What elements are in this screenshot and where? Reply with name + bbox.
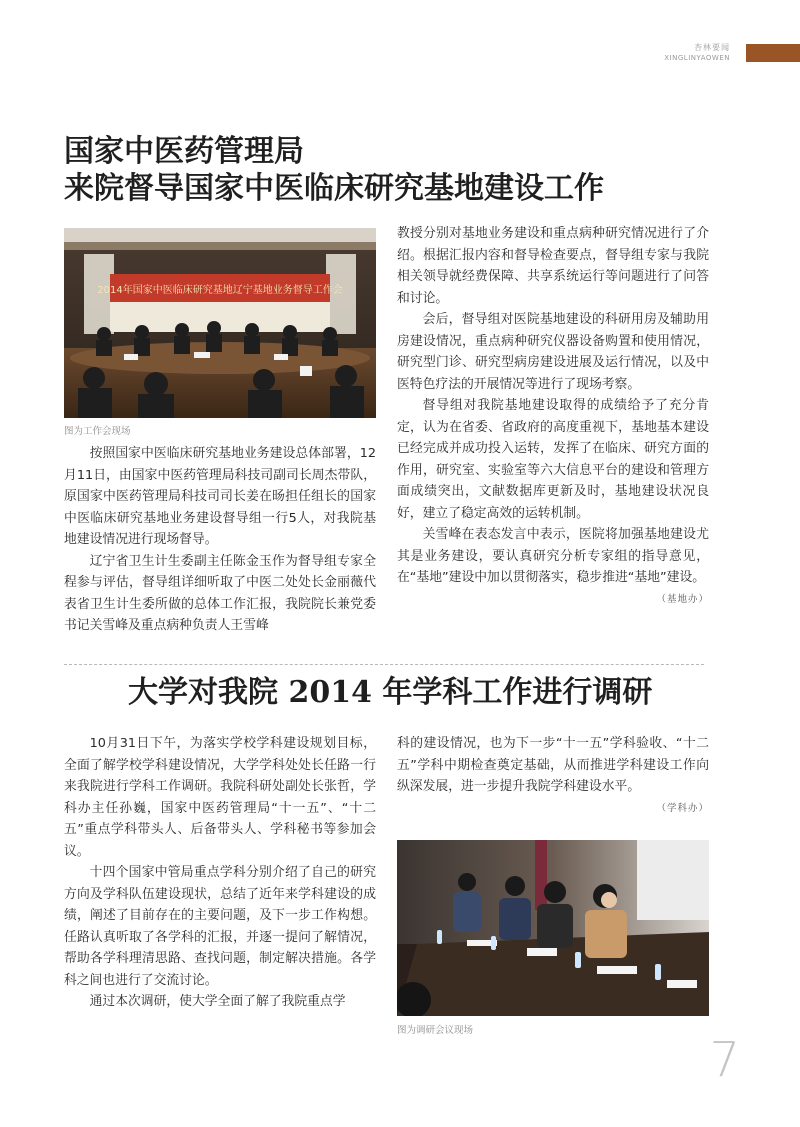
article2-paragraph: 10月31日下午，为落实学校学科建设规划目标，全面了解学校学科建设情况，大学学科处处长任路一行来我院进行学科工作调研。我院科研处副处长张哲，学科办主任孙巍，国家中医药管理局“十一五”、“十二五”重点学科带头人、后备带头人、学科秘书等参加会议。 [64, 736, 376, 859]
article2-photo-caption: 图为调研会议现场 [397, 1025, 474, 1036]
article2-photo [397, 840, 709, 1016]
article1-title-line2: 来院督导国家中医临床研究基地建设工作 [64, 171, 604, 206]
section-accent-bar [746, 44, 800, 62]
article1-paragraph: 关雪峰在表态发言中表示，医院将加强基地建设尤其是业务建设，要认真研究分析专家组的指导意见，在“基地”建设中加以贯彻落实，稳步推进“基地”建设。 [397, 527, 709, 585]
section-title: 杏林要闻 [694, 43, 730, 52]
article2-right-column [397, 733, 709, 819]
article1-signature: （基地办） [656, 593, 709, 605]
article1-left-column [64, 443, 376, 637]
research-meeting-photo [397, 840, 709, 1016]
article2-left-column [64, 733, 376, 1013]
section-header [0, 0, 800, 70]
article2-title: 大学对我院 2014 年学科工作进行调研 [128, 675, 653, 710]
article1-paragraph: 会后，督导组对医院基地建设的科研用房及辅助用房建设情况，重点病种研究仪器设备购置和使用情况，研究型门诊、研究型病房建设进展及运行情况，以及中医特色疗法的开展情况等进行了现场考察。 [397, 312, 709, 392]
conference-room-photo [64, 228, 376, 418]
article2-paragraph: 十四个国家中管局重点学科分别介绍了自己的研究方向及学科队伍建设现状，总结了近年来学科建设的成绩，阐述了目前存在的主要问题，及下一步工作构想。任路认真听取了各学科的汇报，并逐一提问了解情况，帮助各学科理清思路、查找问题，制定解决措施。各学科之间也进行了交流讨论。 [64, 865, 376, 988]
article1-paragraph: 教授分别对基地业务建设和重点病种研究情况进行了介绍。根据汇报内容和督导检查要点，督导组专家与我院相关领导就经费保障、共享系统运行等问题进行了问答和讨论。 [397, 226, 709, 306]
article1-photo-caption: 图为工作会现场 [64, 426, 131, 437]
photo-banner-text: 2014年国家中医临床研究基地辽宁基地业务督导工作会 [97, 285, 343, 296]
article2-paragraph: 科的建设情况，也为下一步“十一五”学科验收、“十二五”学科中期检查奠定基础，从而推进学科建设工作向纵深发展，进一步提升我院学科建设水平。 [397, 736, 709, 794]
article1-paragraph: 辽宁省卫生计生委副主任陈金玉作为督导组专家全程参与评估，督导组详细听取了中医二处处长金丽薇代表省卫生计生委所做的总体工作汇报，我院院长兼党委书记关雪峰及重点病种负责人王雪峰 [64, 553, 376, 633]
article1-title-line1: 国家中医药管理局 [64, 134, 304, 169]
article1-right-column [397, 223, 709, 610]
article1-paragraph: 督导组对我院基地建设取得的成绩给予了充分肯定，认为在省委、省政府的高度重视下，基地基本建设已经完成并成功投入运转，发挥了在临床、研究方面的作用，研究室、实验室等六大信息平台的建设和管理方面成绩突出，文献数据库更新及时，基地建设状况良好，建立了稳定高效的运转机制。 [397, 398, 709, 521]
article2-paragraph: 通过本次调研，使大学全面了解了我院重点学 [89, 994, 346, 1009]
article-divider [64, 664, 704, 665]
page-number: 7 [709, 1032, 740, 1088]
article1-photo [64, 228, 376, 418]
article2-signature: （学科办） [656, 802, 709, 814]
article1-paragraph: 按照国家中医临床研究基地业务建设总体部署，12月11日，由国家中医药管理局科技司副司长周杰带队，原国家中医药管理局科技司司长姜在旸担任组长的国家中医临床研究基地业务建设督导组一行5人，对我院基地建设情况进行现场督导。 [64, 446, 376, 547]
section-title-pinyin: XINGLINYAOWEN [664, 54, 730, 62]
